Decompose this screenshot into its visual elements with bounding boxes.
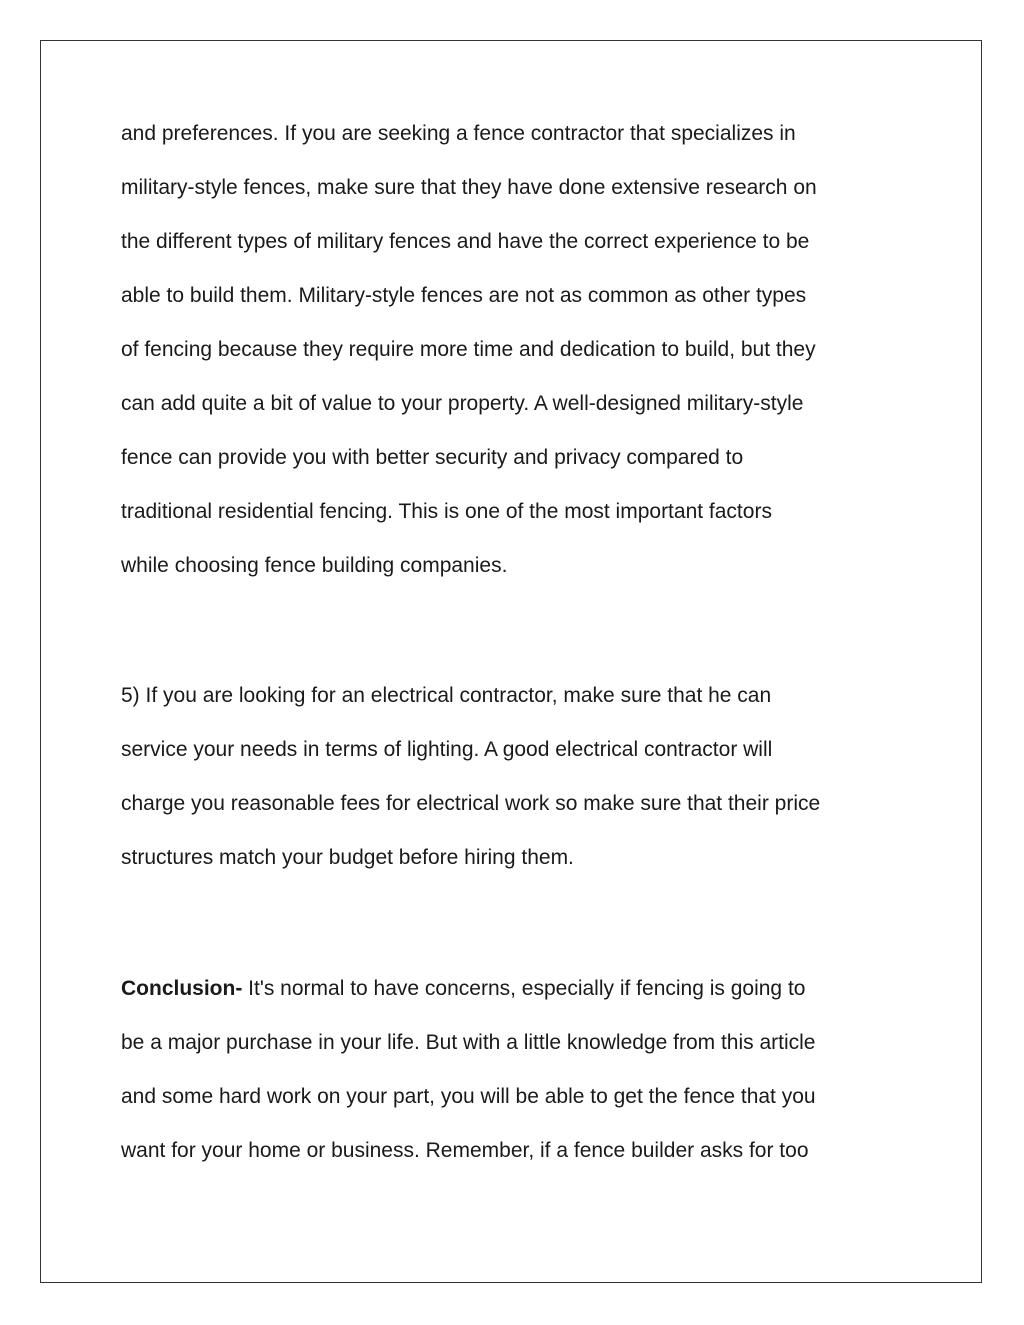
text-line: charge you reasonable fees for electrical work so make sure that their price <box>121 792 821 815</box>
text-line: and preferences. If you are seeking a fence contractor that specializes in <box>121 122 796 145</box>
text-line: 5) If you are looking for an electrical contractor, make sure that he can <box>121 684 772 707</box>
conclusion-heading: Conclusion- <box>121 977 243 1000</box>
text-line: military-style fences, make sure that they have done extensive research on <box>121 176 817 199</box>
text-line: be a major purchase in your life. But with a little knowledge from this article <box>121 1031 816 1054</box>
text-line <box>121 962 921 1016</box>
conclusion-first-line: It's normal to have concerns, especially if fencing is going to <box>242 977 806 1000</box>
paragraph-conclusion <box>121 962 921 1178</box>
text-line: traditional residential fencing. This is one of the most important factors <box>121 500 772 523</box>
paragraph-fence-contractor <box>121 107 921 593</box>
text-line: service your needs in terms of lighting. A good electrical contractor will <box>121 738 773 761</box>
text-line: of fencing because they require more time and dedication to build, but they <box>121 338 816 361</box>
text-line: fence can provide you with better security and privacy compared to <box>121 446 744 469</box>
text-line: while choosing fence building companies. <box>121 554 508 577</box>
text-line: able to build them. Military-style fences are not as common as other types <box>121 284 807 307</box>
text-line: and some hard work on your part, you will be able to get the fence that you <box>121 1085 816 1108</box>
text-line: the different types of military fences and have the correct experience to be <box>121 230 810 253</box>
text-line: want for your home or business. Remember, if a fence builder asks for too <box>121 1139 809 1162</box>
paragraph-electrical-contractor <box>121 669 921 885</box>
text-line: structures match your budget before hiring them. <box>121 846 574 869</box>
text-line: can add quite a bit of value to your property. A well-designed military-style <box>121 392 804 415</box>
